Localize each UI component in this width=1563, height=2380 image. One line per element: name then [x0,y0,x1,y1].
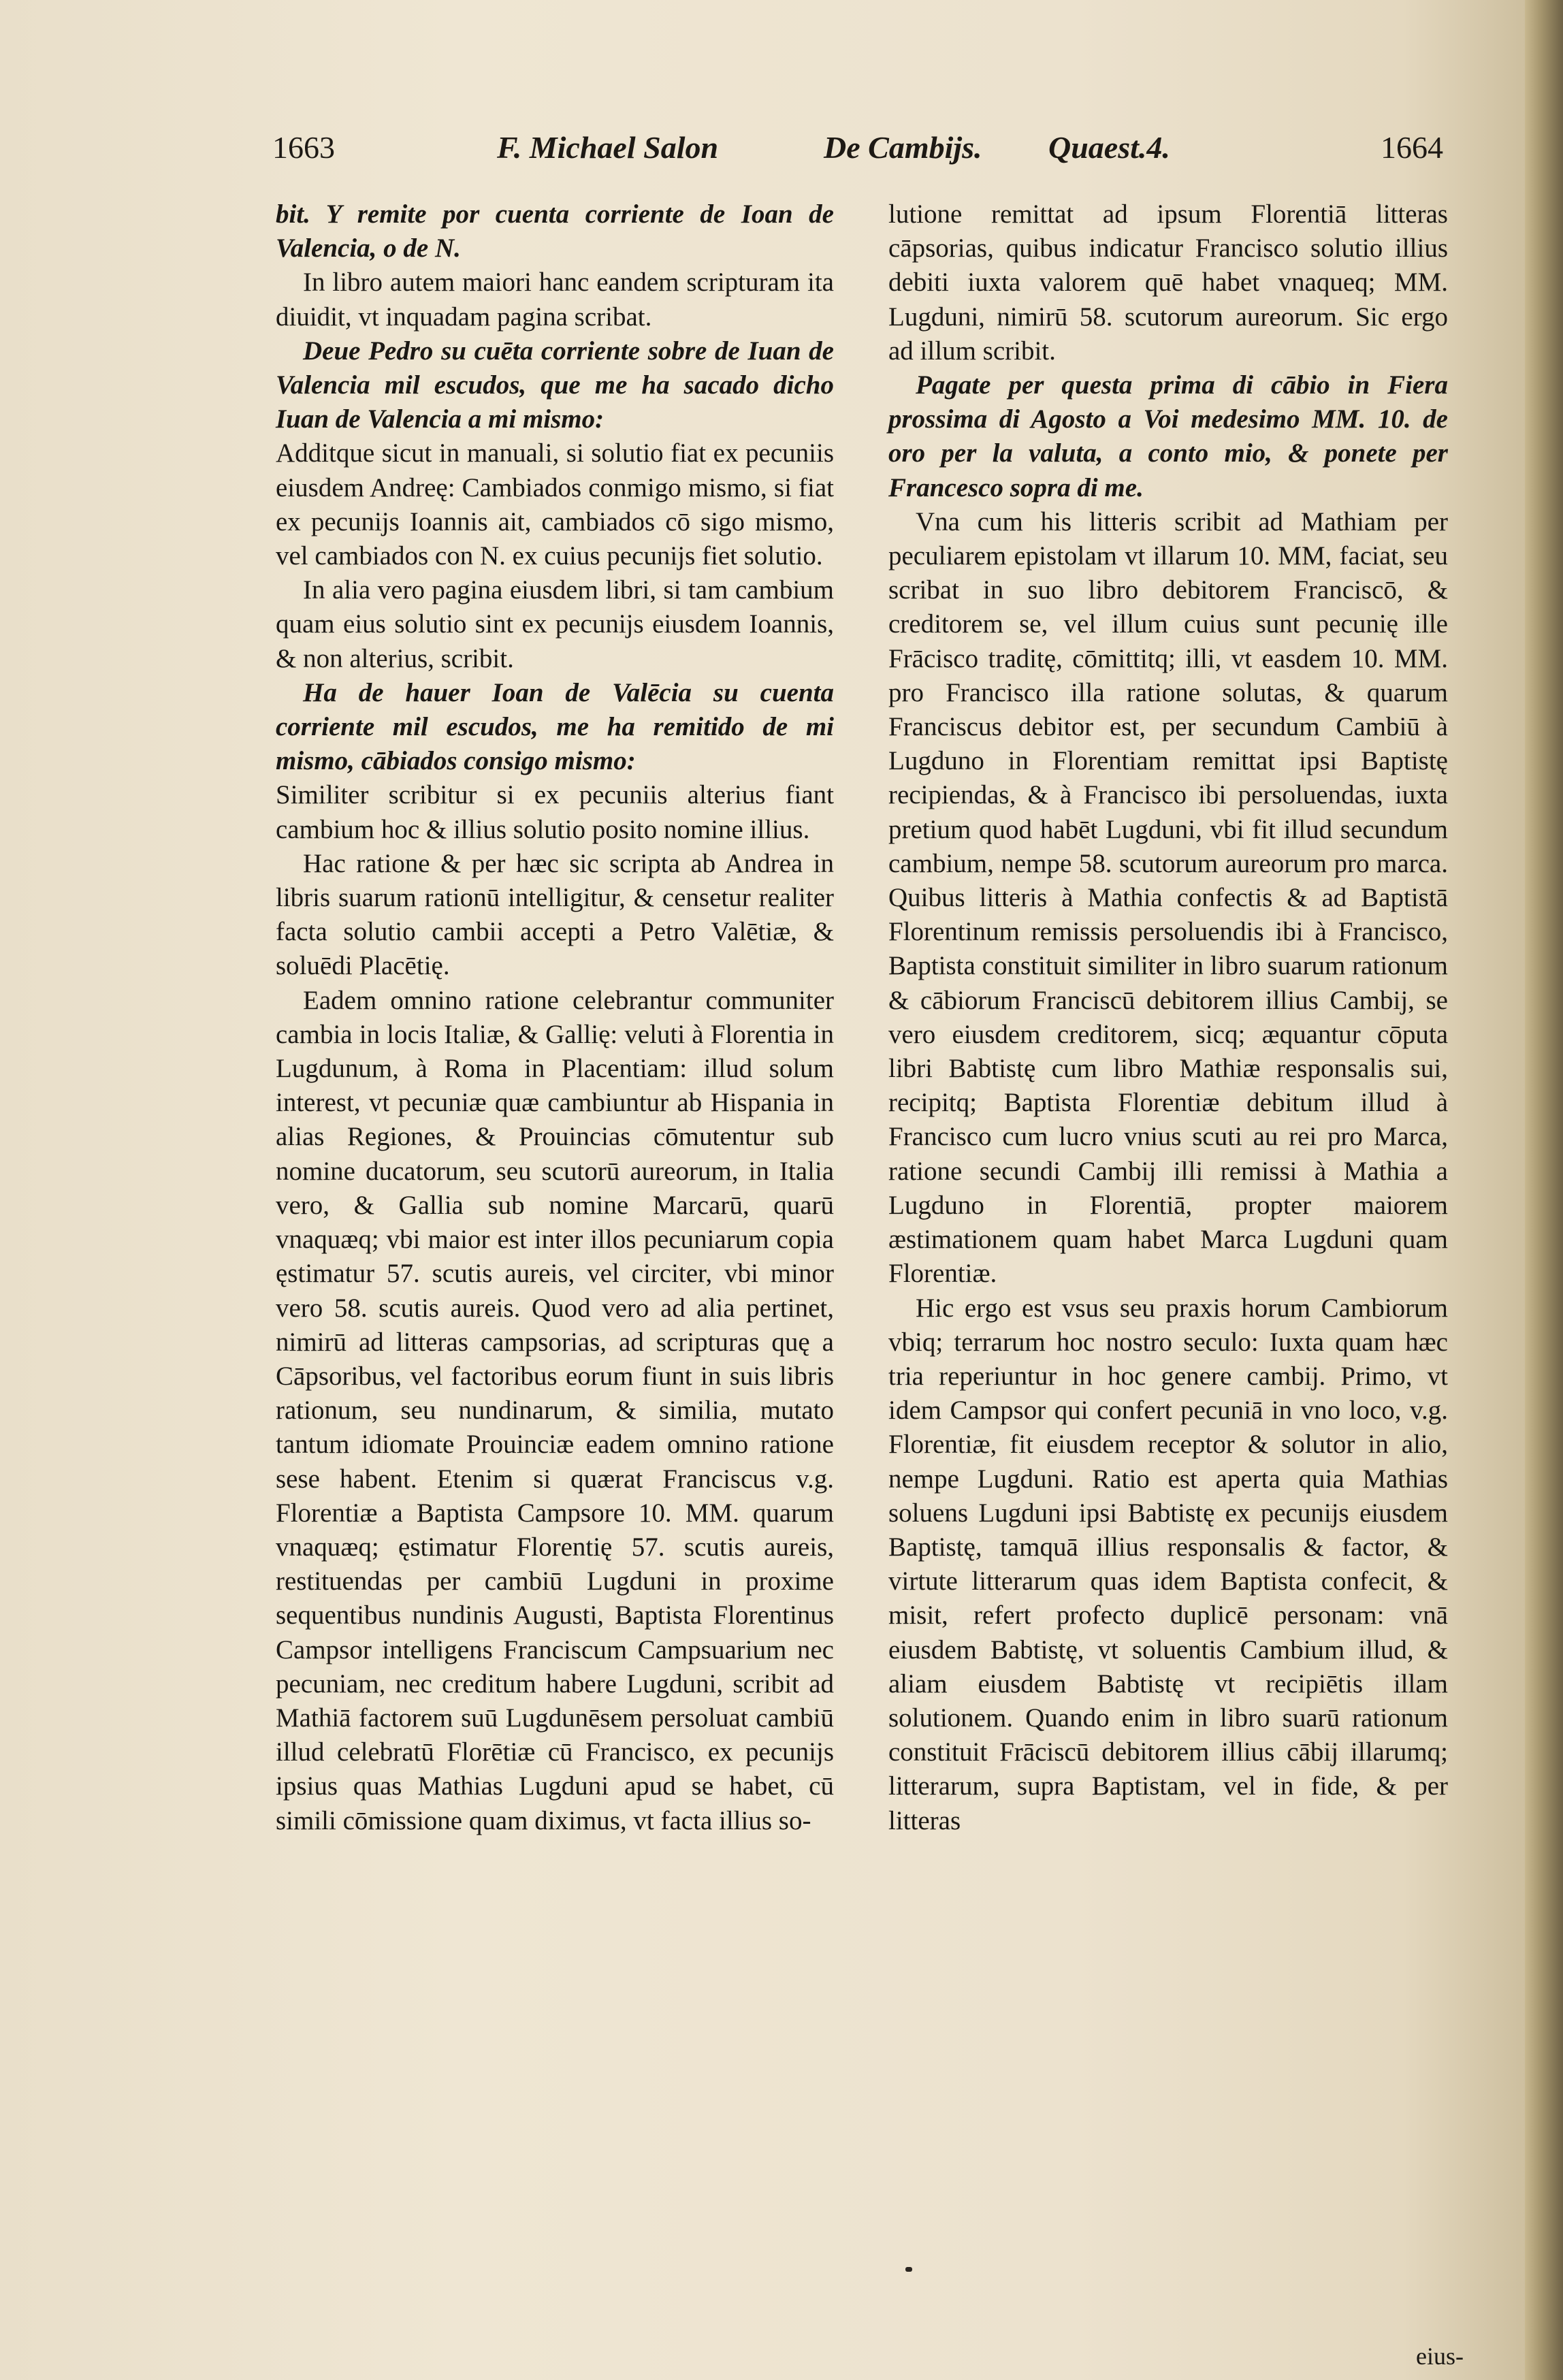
paragraph: Ha de hauer Ioan de Valēcia su cuenta corriente mil escudos, me ha remitido de mi mismo, cābiados consigo mismo: [276,677,834,776]
catchword: eius- [1416,2343,1464,2370]
paragraph: Similiter scribitur si ex pecuniis alterius fiant cambium hoc & illius solutio posito nomine illius. [276,780,834,844]
header-quaestio: Quaest.4. [1048,130,1170,165]
paragraph: bit. Y remite por cuenta corriente de Ioan de Valencia, o de N. [276,199,834,263]
ink-speck [905,2267,912,2272]
paragraph: Additque sicut in manuali, si solutio fiat ex pecuniis eiusdem Andreę: Cambiados conmigo mismo, si fiat ex pecunijs Ioannis ait, cambiados cō sigo mismo, vel cambiados con N. ex cuius pecunijs fiet solutio. [276,438,834,571]
page-number-left: 1663 [272,130,335,165]
right-text-column [888,197,1448,1838]
paragraph: Hac ratione & per hæc sic scripta ab Andrea in libris suarum rationū intelligitur, & censetur realiter facta solutio cambii accepti a Petro Valētiæ, & soluēdi Placētię. [276,848,834,981]
paragraph: In alia vero pagina eiusdem libri, si tam cambium quam eius solutio sint ex pecunijs eiusdem Ioannis, & non alterius, scribit. [276,575,834,673]
page-edge [1525,0,1563,2380]
paragraph: lutione remittat ad ipsum Florentiā litteras cāpsorias, quibus indicatur Francisco solutio illius debiti iuxta valorem quē habet vnaqueq; MM. Lugduni, nimirū 58. scutorum aureorum. Sic ergo ad illum scribit. [888,199,1448,366]
paragraph: Deue Pedro su cuēta corriente sobre de Iuan de Valencia mil escudos, que me ha sacado dicho Iuan de Valencia a mi mismo: [276,336,834,434]
left-text-column [276,197,834,1838]
paragraph: Hic ergo est vsus seu praxis horum Cambiorum vbiq; terrarum hoc nostro seculo: Iuxta quam hæc tria reperiuntur in hoc genere cambij. Primo, vt idem Campsor qui confert pecuniā in vno loco, v.g. Florentiæ, fit eiusdem receptor & solutor in alio, nempe Lugduni. Ratio est aperta quia Mathias soluens Lugduni ipsi Babtistę ex pecunijs eiusdem Baptistę, tamquā illius responsalis & factor, & virtute litterarum quas idem Baptista confecit, & misit, refert profecto duplicē personam: vnā eiusdem Babtistę, vt soluentis Cambium illud, & aliam eiusdem Babtistę vt recipiētis illam solutionem. Quando enim in libro suarū rationum constituit Frāciscū debitorem illius cābij illarumq; litterarum, supra Baptistam, vel in fide, & per litteras [888,1293,1448,1835]
header-author: F. Michael Salon [497,130,719,165]
page-number-right: 1664 [1381,130,1443,165]
paragraph: In libro autem maiori hanc eandem scripturam ita diuidit, vt inquadam pagina scribat. [276,268,834,332]
paragraph: Vna cum his litteris scribit ad Mathiam per peculiarem epistolam vt illarum 10. MM, faciat, seu scribat in suo libro debitorem Franciscō, & creditorem se, vel illum cuius sunt pecunię ille Frācisco traditę, cōmittitq; illi, vt easdem 10. MM. pro Francisco illa ratione solutas, & quarum Franciscus debitor est, per secundum Cambiū à Lugduno in Florentiam remittat ipsi Baptistę recipiendas, & à Francisco ibi persoluendas, iuxta pretium quod habēt Lugduni, vbi fit illud secundum cambium, nempe 58. scutorum aureorum pro marca. Quibus litteris à Mathia confectis & ad Baptistā Florentinum remissis persoluendis ibi à Francisco, Baptista constituit similiter in libro suarum rationum & cābiorum Franciscū debitorem illius Cambij, se vero eiusdem creditorem, sicq; æquantur cōputa libri Babtistę cum libro Mathiæ responsalis sui, recipitq; Baptista Florentiæ debitum illud à Francisco cum lucro vnius scuti au rei pro Marca, ratione secundi Cambij illi remissi à Mathia a Lugduno in Florentiā, propter maiorem æstimationem quam habet Marca Lugduni quam Florentiæ. [888,506,1448,1289]
header-title: De Cambijs. [824,130,982,165]
paragraph: Pagate per questa prima di cābio in Fiera prossima di Agosto a Voi medesimo MM. 10. de oro per la valuta, a conto mio, & ponete per Francesco sopra di me. [888,370,1448,502]
paragraph: Eadem omnino ratione celebrantur communiter cambia in locis Italiæ, & Gallię: veluti à Florentia in Lugdunum, à Roma in Placentiam: illud solum interest, vt pecuniæ quæ cambiuntur ab Hispania in alias Regiones, & Prouincias cōmutentur sub nomine ducatorum, seu scutorū aureorum, in Italia vero, & Gallia sub nomine Marcarū, quarū vnaquæq; vbi maior est inter illos pecuniarum copia ęstimatur 57. scutis aureis, vel circiter, vbi minor vero 58. scutis aureis. Quod vero ad alia pertinet, nimirū ad litteras campsorias, ad scripturas quę a Cāpsoribus, vel factoribus eorum fiunt in suis libris rationum, seu nundinarum, & similia, mutato tantum idiomate Prouinciæ eadem omnino ratione sese habent. Etenim si quærat Franciscus v.g. Florentiæ a Baptista Campsore 10. MM. quarum vnaquæq; ęstimatur Florentię 57. scutis aureis, restituendas per cambiū Lugduni in proxime sequentibus nundinis Augusti, Baptista Florentinus Campsor intelligens Franciscum Campsuarium nec pecuniam, nec creditum habere Lugduni, scribit ad Mathiā factorem suū Lugdunēsem persoluat cambiū illud celebratū Florētiæ cū Francisco, ex pecunijs ipsius quas Mathias Lugduni apud se habet, cū simili cōmissione quam diximus, vt facta illius so- [276,985,834,1835]
running-header [272,129,1443,177]
